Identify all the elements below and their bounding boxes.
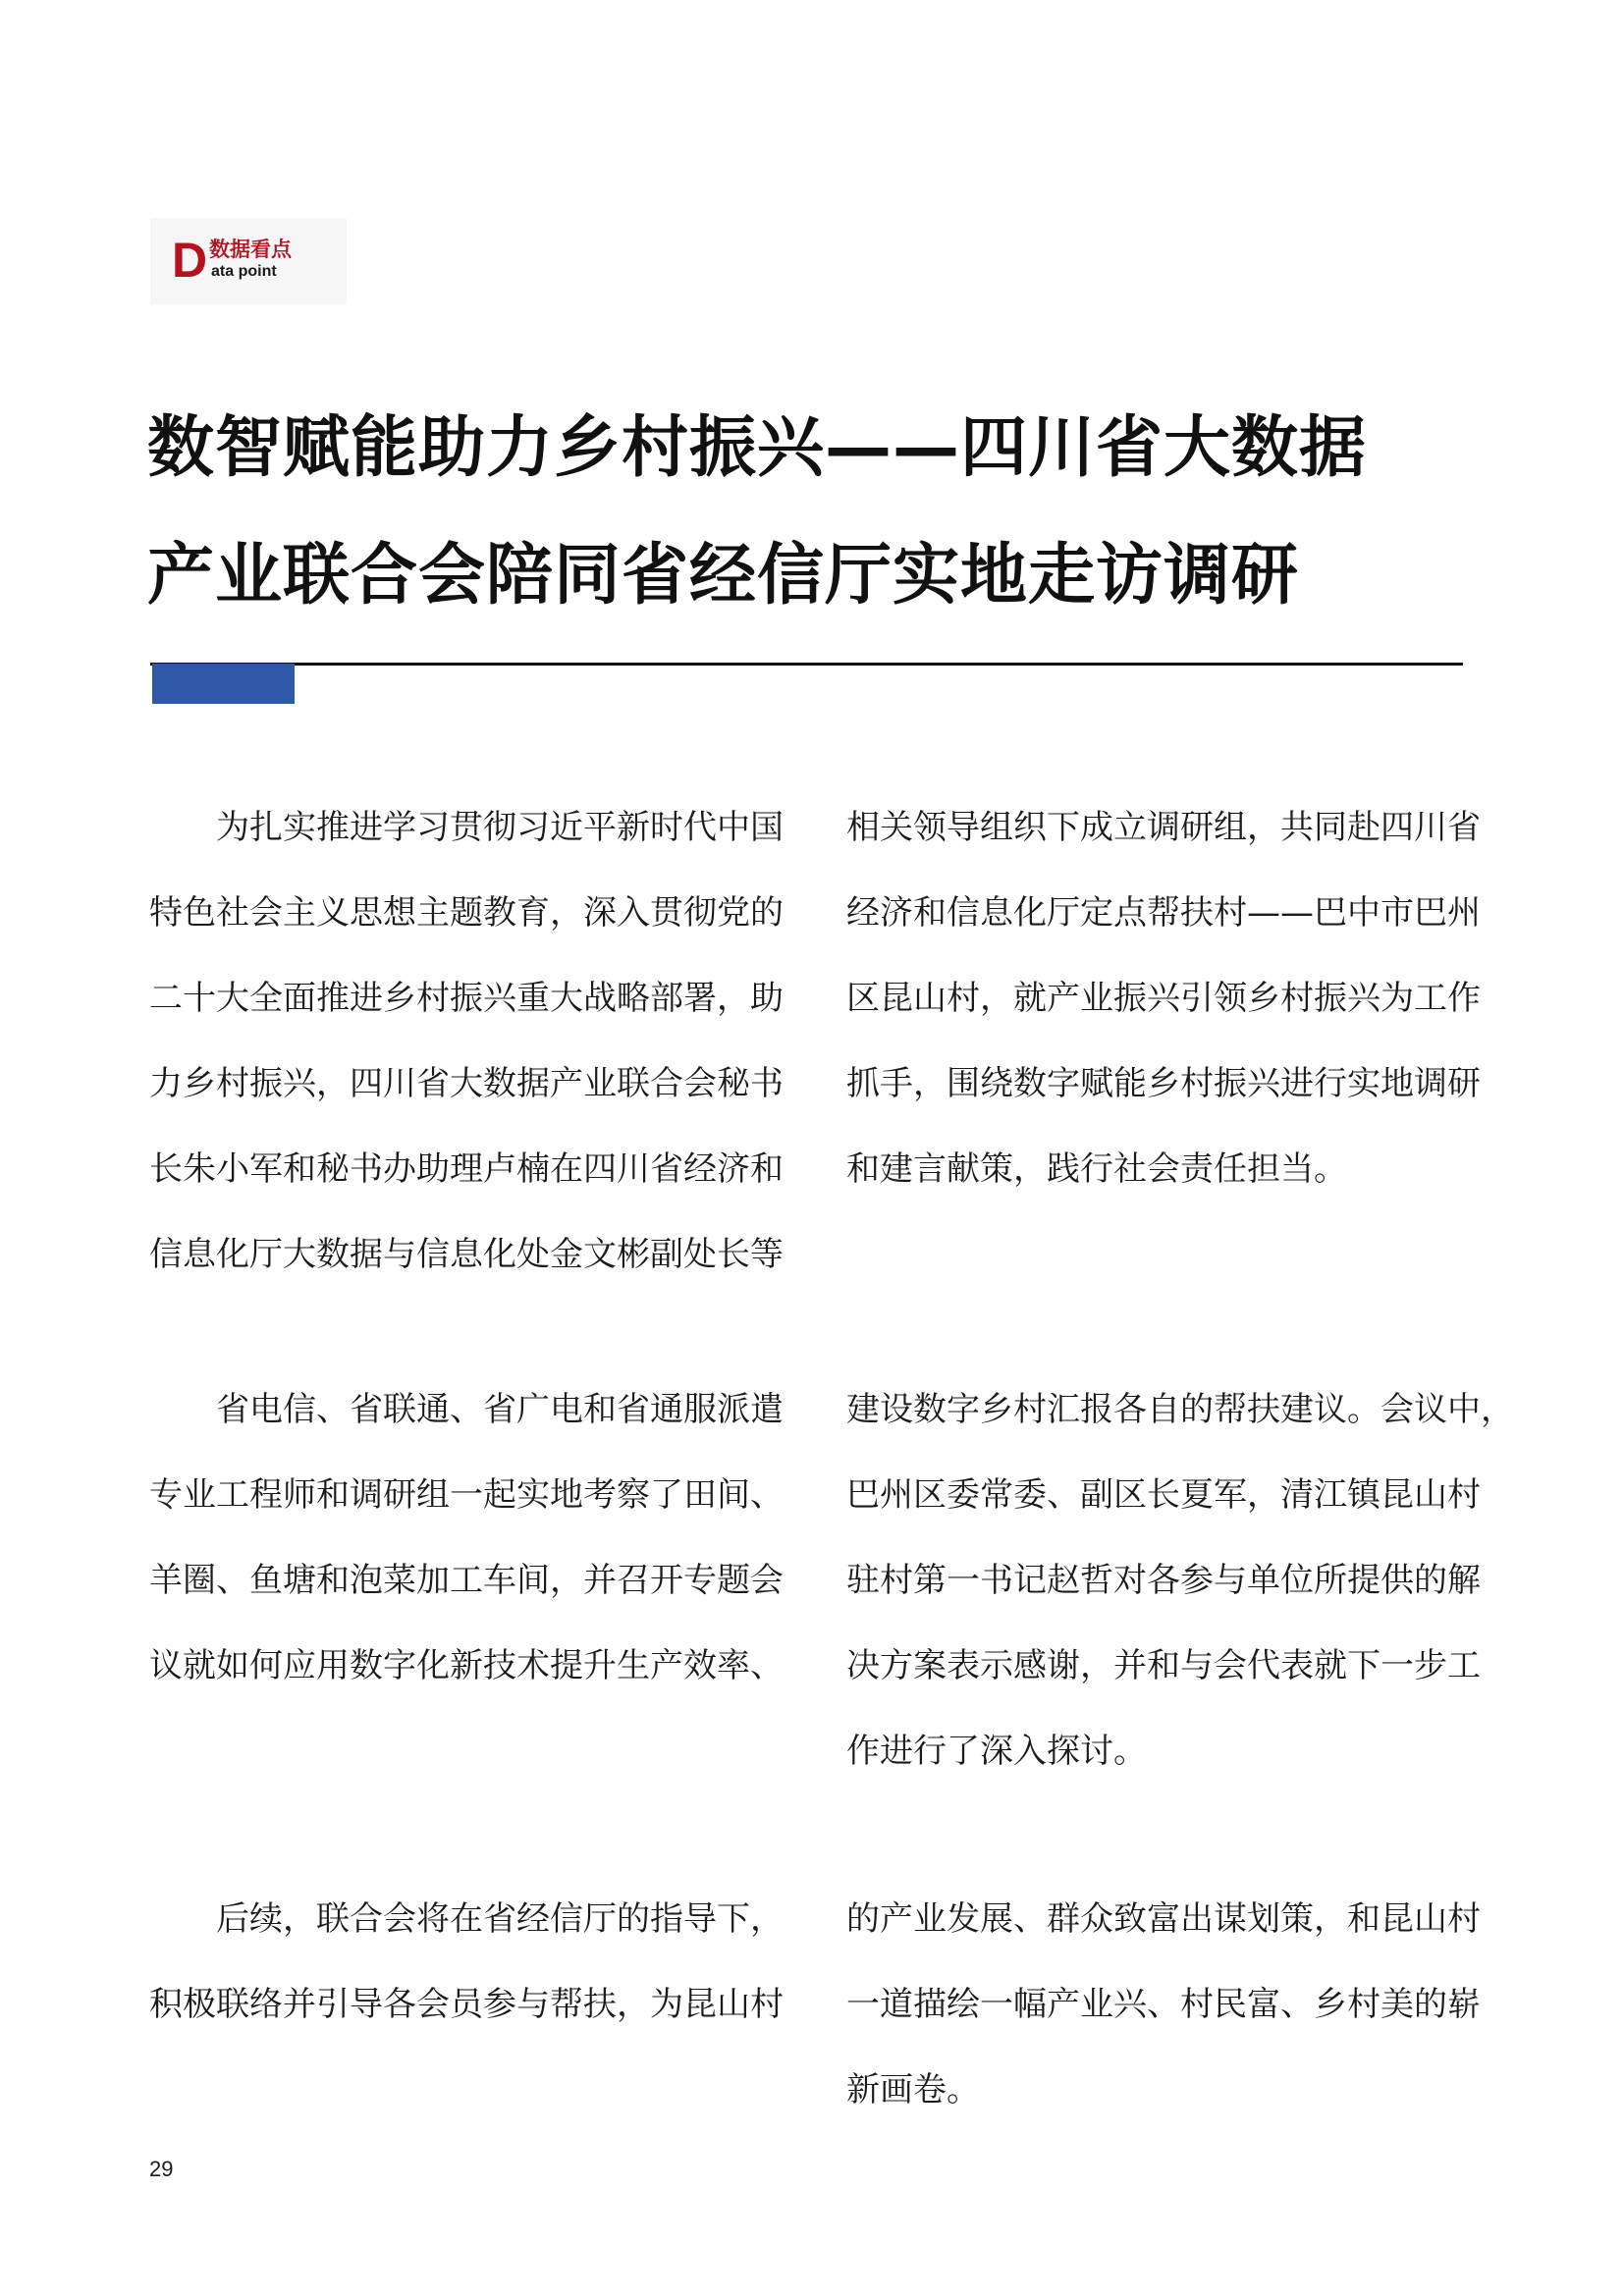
text-line: 一道描绘一幅产业兴、村民富、乡村美的崭 xyxy=(846,1985,1481,2024)
paragraph-1-right-column xyxy=(846,785,1499,1212)
text-line: 特色社会主义思想主题教育，深入贯彻党的 xyxy=(149,893,784,933)
text-line: 议就如何应用数字化新技术提升生产效率、 xyxy=(149,1646,784,1685)
paragraph-2-left-column xyxy=(149,1367,802,1709)
title-divider-line xyxy=(150,663,1463,666)
text-line: 力乡村振兴，四川省大数据产业联合会秘书 xyxy=(149,1064,784,1103)
text-line: 决方案表示感谢，并和与会代表就下一步工 xyxy=(846,1646,1481,1685)
text-line: 和建言献策，践行社会责任担当。 xyxy=(846,1149,1347,1189)
paragraph-1-left-column xyxy=(149,785,802,1298)
text-line: 相关领导组织下成立调研组，共同赴四川省 xyxy=(846,808,1481,847)
text-line: 建设数字乡村汇报各自的帮扶建议。会议中， xyxy=(846,1390,1514,1429)
title-line-1: 数智赋能助力乡村振兴——四川省大数据 xyxy=(147,409,1368,487)
paragraph-3-left-column xyxy=(149,1877,802,2048)
text-line: 积极联络并引导各会员参与帮扶，为昆山村 xyxy=(149,1985,784,2024)
text-line: 巴州区委常委、副区长夏军，清江镇昆山村 xyxy=(846,1475,1481,1515)
text-line: 专业工程师和调研组一起实地考察了田间、 xyxy=(149,1475,784,1515)
paragraph-2-right-column xyxy=(846,1367,1514,1794)
text-line: 驻村第一书记赵哲对各参与单位所提供的解 xyxy=(846,1561,1481,1600)
logo-letter: D xyxy=(172,233,208,288)
text-line: 作进行了深入探讨。 xyxy=(846,1732,1147,1771)
text-line: 抓手，围绕数字赋能乡村振兴进行实地调研 xyxy=(846,1064,1481,1103)
text-line: 省电信、省联通、省广电和省通服派遣 xyxy=(149,1390,784,1429)
text-line: 经济和信息化厅定点帮扶村——巴中市巴州 xyxy=(846,893,1481,933)
paragraph-3-right-column xyxy=(846,1877,1499,2133)
title-divider-accent-block xyxy=(152,664,295,704)
text-line: 长朱小军和秘书办助理卢楠在四川省经济和 xyxy=(149,1149,784,1189)
text-line: 区昆山村，就产业振兴引领乡村振兴为工作 xyxy=(846,979,1481,1018)
text-line: 新画卷。 xyxy=(846,2070,980,2109)
text-line: 二十大全面推进乡村振兴重大战略部署，助 xyxy=(149,979,784,1018)
text-line: 信息化厅大数据与信息化处金文彬副处长等 xyxy=(149,1235,784,1274)
text-line: 的产业发展、群众致富出谋划策，和昆山村 xyxy=(846,1899,1481,1939)
title-line-2: 产业联合会陪同省经信厅实地走访调研 xyxy=(147,537,1300,614)
data-point-logo xyxy=(150,218,347,304)
logo-english-name: ata point xyxy=(211,263,277,280)
text-line: 后续，联合会将在省经信厅的指导下， xyxy=(149,1899,784,1939)
page-number: 29 xyxy=(149,2157,174,2181)
text-line: 羊圈、鱼塘和泡菜加工车间，并召开专题会 xyxy=(149,1561,784,1600)
text-line: 为扎实推进学习贯彻习近平新时代中国 xyxy=(149,808,784,847)
article-title xyxy=(147,385,1502,640)
logo-chinese-name: 数据看点 xyxy=(209,238,292,261)
